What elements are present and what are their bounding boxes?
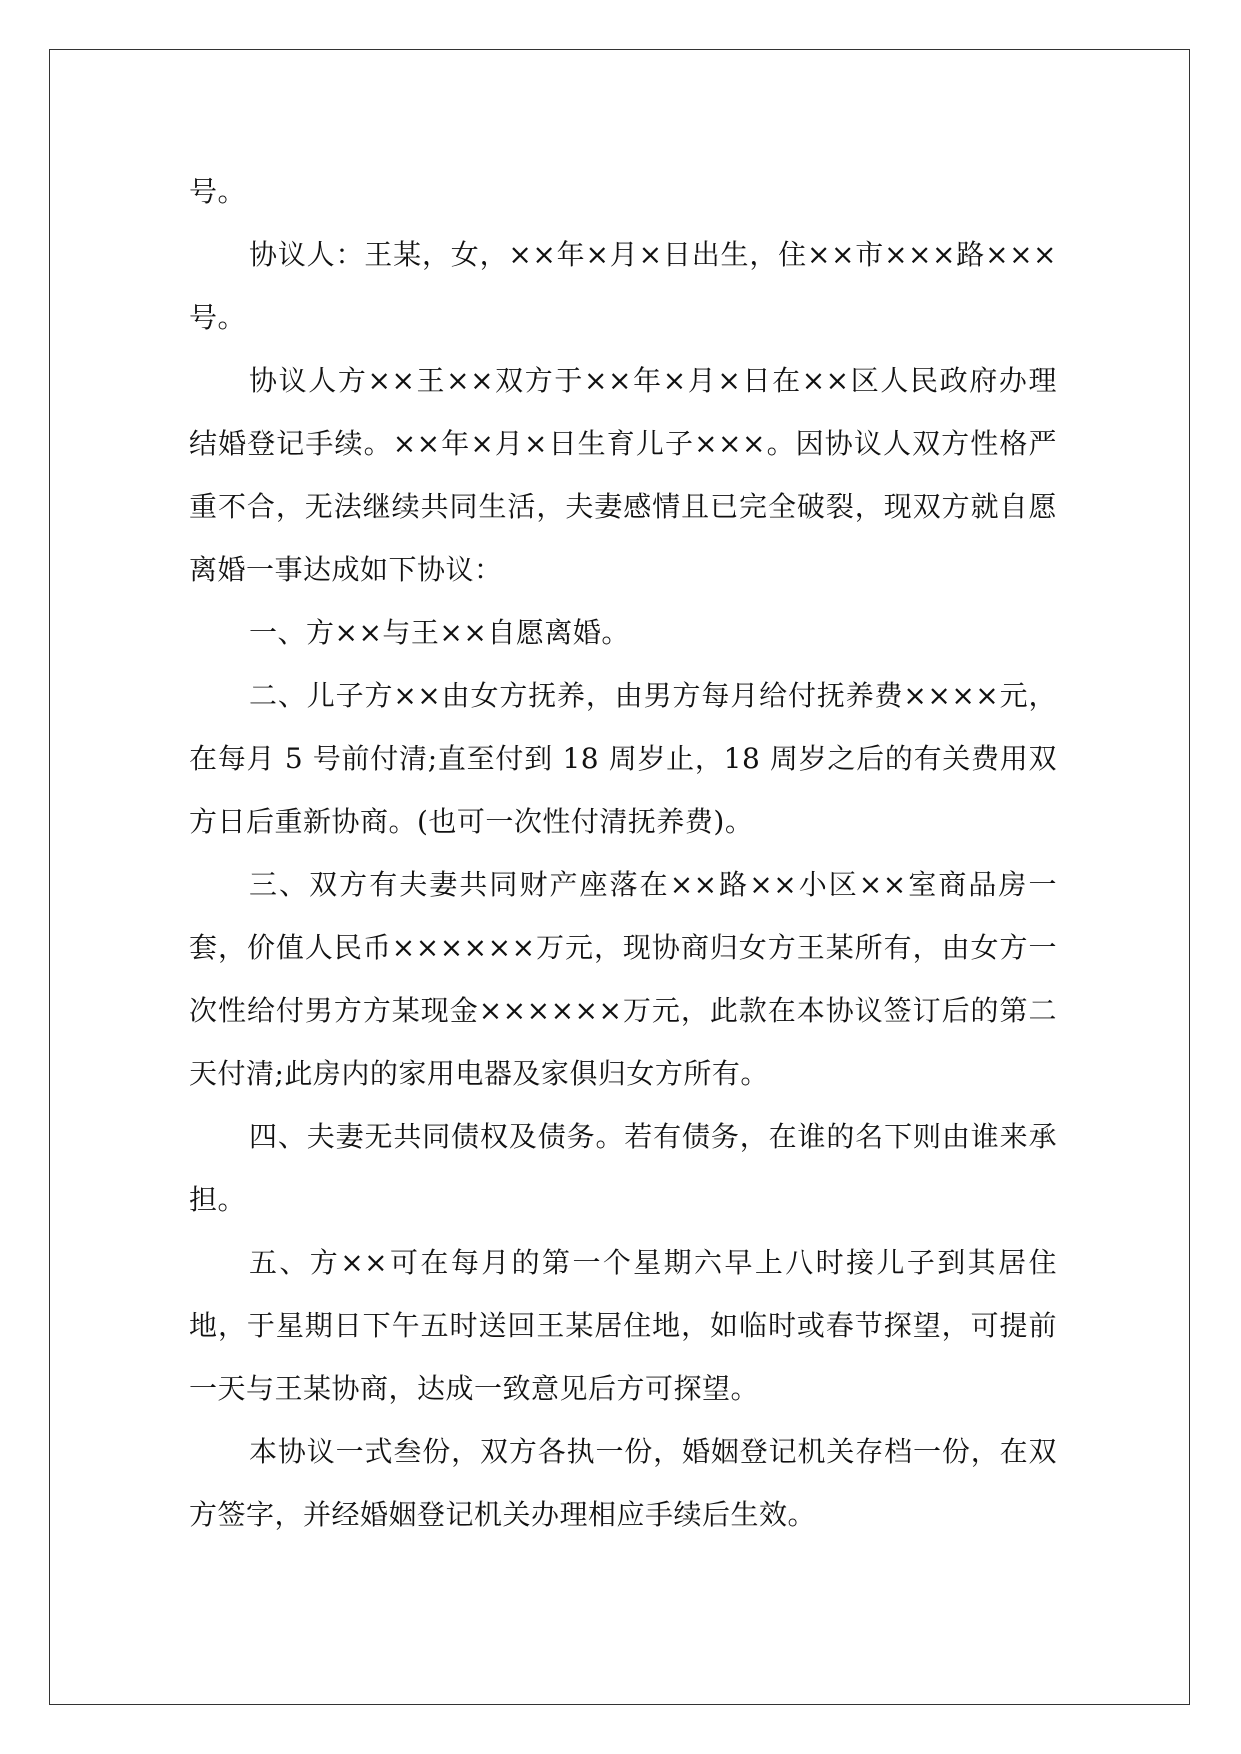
paragraph-preamble: 协议人方××王××双方于××年×月×日在××区人民政府办理结婚登记手续。××年×月×日生育儿子×××。因协议人双方性格严重不合，无法继续共同生活，夫妻感情且已完全破裂，现双方就自愿离婚一事达成如下协议：: [189, 364, 1057, 586]
paragraph-party-wang: 协议人：王某，女，××年×月×日出生，住××市×××路×××号。: [189, 238, 1057, 334]
clause-3-property: 三、双方有夫妻共同财产座落在××路××小区××室商品房一套，价值人民币××××××万元，现协商归女方王某所有，由女方一次性给付男方方某现金××××××万元，此款在本协议签订后的第二天付清;此房内的家用电器及家俱归女方所有。: [189, 868, 1057, 1090]
paragraph-closing: 本协议一式叁份，双方各执一份，婚姻登记机关存档一份，在双方签字，并经婚姻登记机关办理相应手续后生效。: [189, 1435, 1057, 1531]
paragraph-continuation: 号。: [189, 175, 247, 208]
clause-2-child-support: 二、儿子方××由女方抚养，由男方每月给付抚养费××××元，在每月 5 号前付清;直至付到 18 周岁止，18 周岁之后的有关费用双方日后重新协商。(也可一次性付清抚养费)。: [189, 679, 1057, 838]
clause-1-divorce: 一、方××与王××自愿离婚。: [249, 616, 630, 649]
clause-5-visitation: 五、方××可在每月的第一个星期六早上八时接儿子到其居住地，于星期日下午五时送回王某居住地，如临时或春节探望，可提前一天与王某协商，达成一致意见后方可探望。: [189, 1246, 1057, 1405]
clause-4-debts: 四、夫妻无共同债权及债务。若有债务，在谁的名下则由谁来承担。: [189, 1120, 1057, 1216]
agreement-body: [189, 160, 1057, 1546]
